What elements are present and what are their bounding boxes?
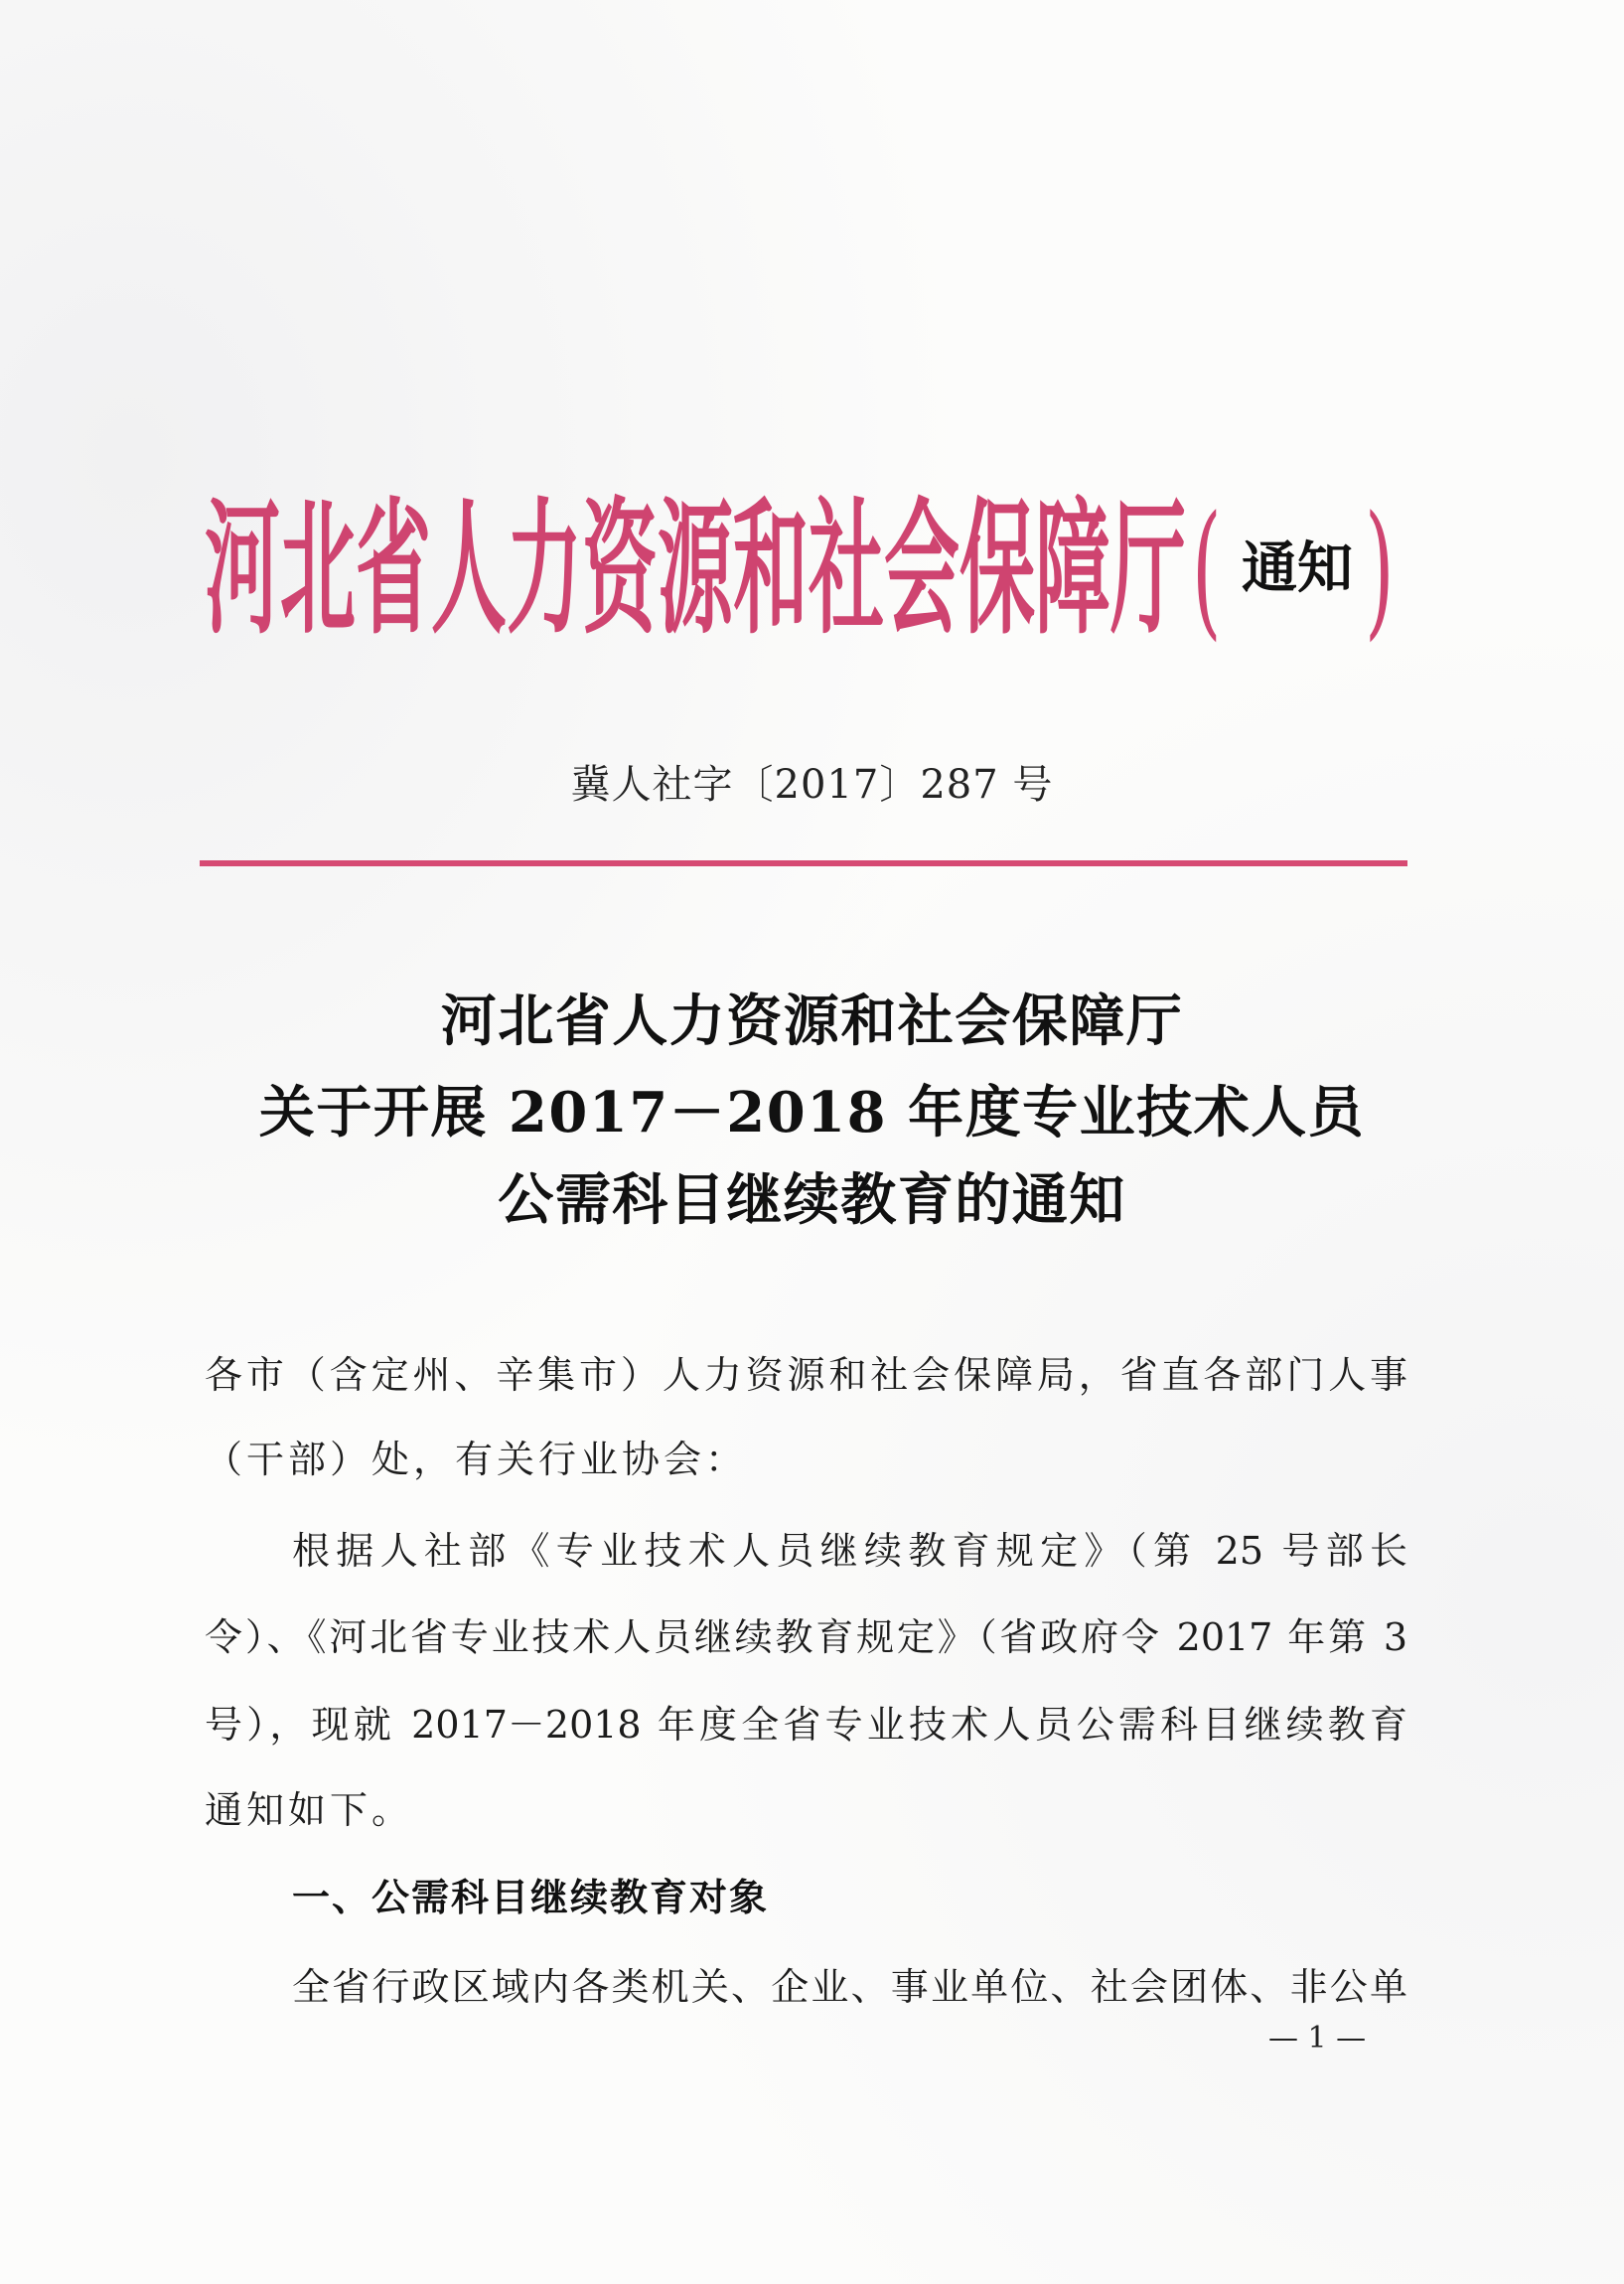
title-line-3: 公需科目继续教育的通知 — [498, 1167, 1126, 1233]
document-number: 冀人社字〔2017〕287 号 — [570, 762, 1054, 808]
body-line-addressees: 各市（含定州、辛集市）人力资源和社会保障局，省直各部门人事 — [205, 1353, 1407, 1397]
body-paragraph-line: 号），现就 2017－2018 年度全省专业技术人员公需科目继续教育 — [205, 1703, 1407, 1747]
masthead-doc-type: 通知 — [1242, 536, 1353, 601]
masthead-close-paren: ) — [1365, 483, 1395, 655]
red-divider-rule — [200, 860, 1407, 866]
page-number: — 1 — — [1268, 2021, 1367, 2056]
body-paragraph-line: 根据人社部《专业技术人员继续教育规定》（第 25 号部长 — [292, 1529, 1407, 1573]
section-paragraph-line: 全省行政区域内各类机关、企业、事业单位、社会团体、非公单 — [292, 1965, 1407, 2009]
body-paragraph-line: 通知如下。 — [205, 1788, 414, 1832]
title-line-2: 关于开展 2017－2018 年度专业技术人员 — [258, 1080, 1366, 1145]
section-heading: 一、公需科目继续教育对象 — [292, 1876, 770, 1919]
masthead-open-paren: ( — [1192, 483, 1222, 655]
title-line-1: 河北省人力资源和社会保障厅 — [440, 989, 1184, 1054]
masthead-org-name: 河北省人力资源和社会保障厅 — [205, 483, 1186, 655]
body-line-addressees-cont: （干部）处，有关行业协会： — [205, 1438, 748, 1481]
body-paragraph-line: 令）、《河北省专业技术人员继续教育规定》（省政府令 2017 年第 3 — [205, 1615, 1407, 1659]
